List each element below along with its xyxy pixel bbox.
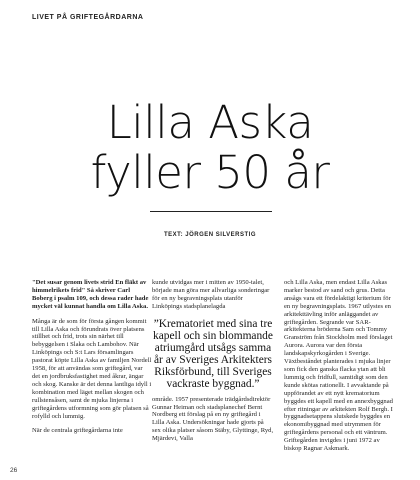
section-header: LIVET PÅ GRIFTEGÅRDARNA [32,14,144,21]
pull-quote: ”Krematoriet med sina tre kapell och sin blommande atriumgård utsågs samma år av Sveriges Arkitekters Riksförbund, till Sveriges vackraste byggnad.” [153,317,273,390]
body-paragraph: Många är de som för första gången kommit till Lilla Aska och förundrats över platsens stillhet och frid, trots sin närhet till bebyggelsen i Slaka och Lambohov. När Linköpings och S:t Lars församlingars pastorat köpte Lilla Aska av familjen Nordell 1958, för att användas som griftegård, var det en jordbruksfastighet med åkrar, ängar och skog. Kanske är det denna lantliga idyll i kombination med läget mellan skogen och rullstensåsen, samt de mjuka linjerna i griftegårdens utformning som gör platsen så rofylld och lummig. [32,317,152,420]
byline: TEXT: JÖRGEN SILVERSTIG [163,232,257,238]
body-paragraph: och Lilla Aska, men endast Lilla Askas marker bestod av sand och grus. Detta ansågs vara ett fördelaktigt kriterium för en ny begravningsplats. 1967 utlystes en arkitekttävling inför anläggandet av griftegården. Segrande var SAR-arkitekterna bröderna Sam och Tommy Granström från Stockholm med förslaget Aurora. Aurora var den första landskapskyrkogården i Sverige. Växtbeståndet planterades i mjuka linjer som fick den ganska flacka ytan att bli lummig och fridfull, samtidigt som den kunde skötas rationellt. I avvaktande på uppförandet av ett nytt krematorium byggdes ett kapell med en annexbyggnad efter ritningar av arkitekten Rolf Bergh. I byggnadsetappens slutskede byggdes en ekonomibyggnad med utrymmen för griftegårdens personal och ett väntrum. Griftegården invigdes i juni 1972 av biskop Ragnar Askmark. [284,279,393,453]
text-column-3 [284,279,398,460]
body-paragraph: område. 1957 presenterade trädgårdsdirektör Gunnar Heiman och stadsplanechef Bernt Nordberg ett förslag på en ny griftegård i Lilla Aska. Undersökningar hade gjorts på sex olika platser såsom Stäby, Glyttinge, Ryd, Mjärdevi, Valla [152,395,274,443]
lead-paragraph: "Det susar genom livets strid En fläkt av himmelrikets frid" Så skriver Carl Boberg i psalm 109, och dessa rader hade mycket väl kunnat handla om Lilla Aska. [32,279,149,310]
body-paragraph: kunde utvidgas mer i mitten av 1950-talet, började man göra mer allvarliga sonderingar för en ny begravningsplats utanför Linköpings stadsplanelagda [152,279,270,310]
body-paragraph: När de centrala griftegårdarna inte [32,427,123,435]
text-column-1 [32,279,152,442]
article-title [0,98,420,198]
text-column-2 [152,279,274,450]
title-divider [150,211,272,212]
title-line-1: Lilla Aska [106,96,314,149]
page-number: 26 [10,467,18,474]
title-line-2: fyller 50 år [90,146,330,199]
